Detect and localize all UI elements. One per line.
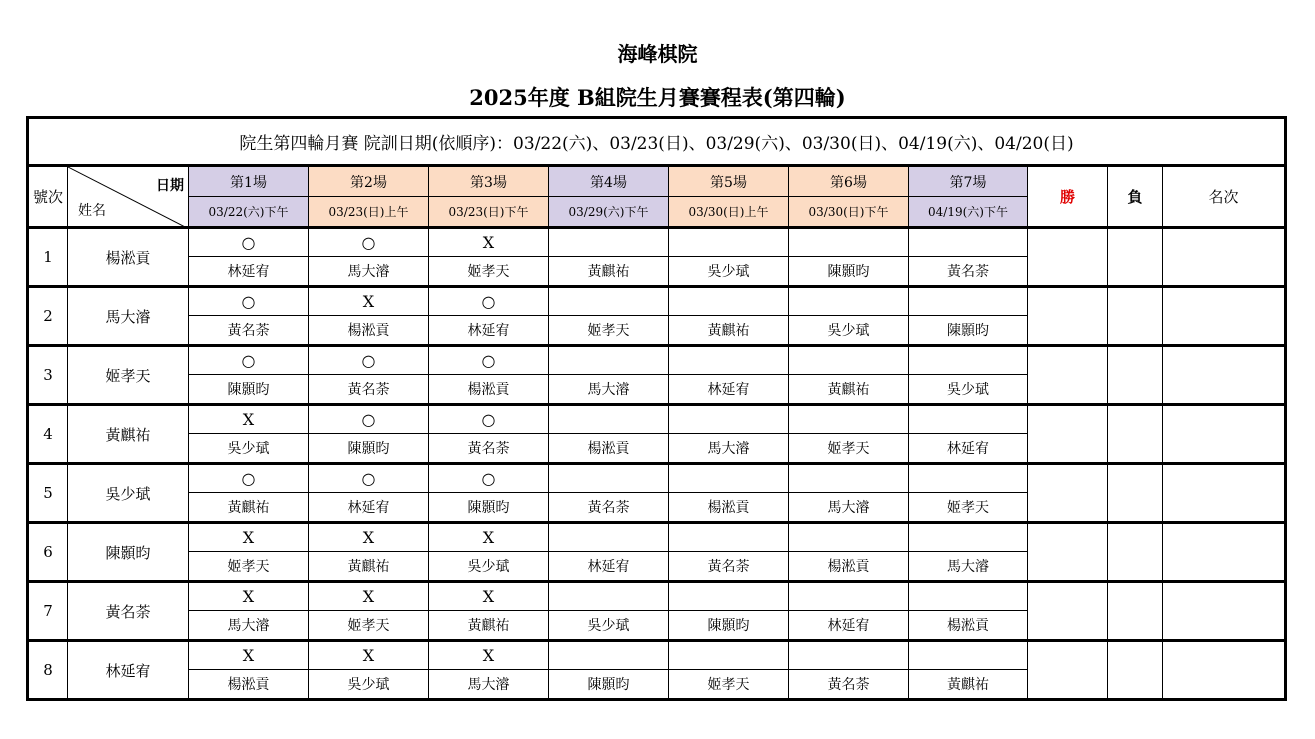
result-cell	[669, 346, 789, 375]
opponent-cell: 楊淞貢	[309, 316, 429, 346]
player-row-5	[28, 464, 1286, 493]
opponent-cell: 陳顥昀	[549, 670, 669, 700]
opponent-cell: 馬大濬	[789, 493, 909, 523]
opponent-cell: 林延宥	[189, 257, 309, 287]
opponent-cell: 姬孝天	[909, 493, 1028, 523]
opponent-cell: 吳少珷	[549, 611, 669, 641]
round-6-date: 03/30(日)下午	[789, 197, 909, 228]
result-cell: X	[309, 287, 429, 316]
result-cell	[669, 228, 789, 257]
opponent-cell: 楊淞貢	[549, 434, 669, 464]
result-cell	[909, 287, 1028, 316]
opponent-cell: 黃麒祐	[909, 670, 1028, 700]
round-1-label: 第1場	[189, 166, 309, 197]
player-name: 黃名荼	[68, 582, 189, 641]
round-7-date: 04/19(六)下午	[909, 197, 1028, 228]
opponent-cell: 楊淞貢	[789, 552, 909, 582]
result-cell: ○	[309, 228, 429, 257]
opponent-cell: 黃麒祐	[429, 611, 549, 641]
schedule-table	[26, 116, 1287, 701]
result-cell	[909, 464, 1028, 493]
result-cell	[669, 582, 789, 611]
result-cell: ○	[429, 405, 549, 434]
opponent-cell: 林延宥	[789, 611, 909, 641]
opponent-cell: 黃名荼	[909, 257, 1028, 287]
result-cell: X	[429, 228, 549, 257]
result-cell: X	[189, 641, 309, 670]
opponent-cell: 陳顥昀	[189, 375, 309, 405]
opponent-cell: 陳顥昀	[789, 257, 909, 287]
result-cell	[909, 228, 1028, 257]
result-cell	[789, 228, 909, 257]
player-number: 4	[28, 405, 68, 464]
opponent-cell: 姬孝天	[189, 552, 309, 582]
result-cell	[549, 523, 669, 552]
result-cell	[549, 405, 669, 434]
opponent-cell: 林延宥	[309, 493, 429, 523]
opponent-cell: 陳顥昀	[909, 316, 1028, 346]
result-cell: X	[429, 582, 549, 611]
player-row-7	[28, 582, 1286, 611]
opponent-cell: 吳少珷	[789, 316, 909, 346]
round-2-label: 第2場	[309, 166, 429, 197]
result-cell	[549, 228, 669, 257]
result-cell	[549, 641, 669, 670]
result-cell: X	[309, 641, 429, 670]
opponent-cell: 馬大濬	[309, 257, 429, 287]
round-5-date: 03/30(日)上午	[669, 197, 789, 228]
result-cell: ○	[189, 464, 309, 493]
opponent-cell: 林延宥	[549, 552, 669, 582]
opponent-cell: 楊淞貢	[189, 670, 309, 700]
opponent-cell: 黃名荼	[189, 316, 309, 346]
result-cell: ○	[429, 464, 549, 493]
player-name: 黃麒祐	[68, 405, 189, 464]
result-cell: X	[429, 641, 549, 670]
player-name: 楊淞貢	[68, 228, 189, 287]
opponent-cell: 吳少珷	[189, 434, 309, 464]
round-6-label: 第6場	[789, 166, 909, 197]
opponent-cell: 黃名荼	[309, 375, 429, 405]
opponent-cell: 馬大濬	[909, 552, 1028, 582]
result-cell	[909, 523, 1028, 552]
losses-header: 負	[1108, 166, 1163, 228]
opponent-cell: 姬孝天	[429, 257, 549, 287]
opponent-cell: 吳少珷	[669, 257, 789, 287]
opponent-cell: 吳少珷	[909, 375, 1028, 405]
opponent-cell: 黃麒祐	[189, 493, 309, 523]
result-cell	[909, 346, 1028, 375]
player-row-4	[28, 405, 1286, 434]
opponent-cell: 林延宥	[429, 316, 549, 346]
player-row-6	[28, 523, 1286, 552]
rank-cell	[1163, 346, 1286, 405]
wins-cell	[1028, 228, 1108, 287]
rank-cell	[1163, 582, 1286, 641]
rank-cell	[1163, 228, 1286, 287]
wins-cell	[1028, 464, 1108, 523]
losses-cell	[1108, 287, 1163, 346]
opponent-cell: 楊淞貢	[669, 493, 789, 523]
result-cell	[549, 287, 669, 316]
player-row-2	[28, 287, 1286, 316]
opponent-cell: 黃名荼	[429, 434, 549, 464]
opponent-cell: 林延宥	[909, 434, 1028, 464]
round-4-label: 第4場	[549, 166, 669, 197]
schedule-title: 2025年度 B組院生月賽賽程表(第四輪)	[469, 85, 846, 110]
result-cell	[669, 405, 789, 434]
training-dates-line: 院生第四輪月賽 院訓日期(依順序)：03/22(六)、03/23(日)、03/29(六)、03/30(日)、04/19(六)、04/20(日)	[28, 118, 1286, 166]
wins-cell	[1028, 641, 1108, 700]
org-title: 海峰棋院	[617, 42, 698, 66]
round-7-label: 第7場	[909, 166, 1028, 197]
rank-cell	[1163, 523, 1286, 582]
corner-date-label: 日期	[156, 178, 184, 194]
result-cell	[789, 346, 909, 375]
opponent-cell: 黃麒祐	[789, 375, 909, 405]
player-number: 5	[28, 464, 68, 523]
rank-cell	[1163, 641, 1286, 700]
result-cell	[789, 464, 909, 493]
rank-cell	[1163, 405, 1286, 464]
opponent-cell: 陳顥昀	[669, 611, 789, 641]
result-cell	[909, 641, 1028, 670]
wins-cell	[1028, 405, 1108, 464]
opponent-cell: 黃麒祐	[669, 316, 789, 346]
result-cell: X	[189, 582, 309, 611]
corner-name-label: 姓名	[78, 203, 106, 219]
round-3-date: 03/23(日)下午	[429, 197, 549, 228]
player-name: 姬孝天	[68, 346, 189, 405]
result-cell: ○	[189, 346, 309, 375]
result-cell: X	[189, 523, 309, 552]
result-cell	[669, 287, 789, 316]
result-cell: X	[309, 582, 429, 611]
wins-cell	[1028, 346, 1108, 405]
player-row-3	[28, 346, 1286, 375]
result-cell	[669, 464, 789, 493]
result-cell	[669, 523, 789, 552]
player-row-1	[28, 228, 1286, 257]
opponent-cell: 馬大濬	[189, 611, 309, 641]
result-cell	[549, 464, 669, 493]
number-header: 號次	[28, 166, 68, 228]
player-number: 6	[28, 523, 68, 582]
round-3-label: 第3場	[429, 166, 549, 197]
opponent-cell: 黃麒祐	[309, 552, 429, 582]
player-number: 8	[28, 641, 68, 700]
result-cell: X	[429, 523, 549, 552]
opponent-cell: 楊淞貢	[909, 611, 1028, 641]
rank-cell	[1163, 287, 1286, 346]
losses-cell	[1108, 582, 1163, 641]
opponent-cell: 馬大濬	[429, 670, 549, 700]
opponent-cell: 吳少珷	[309, 670, 429, 700]
opponent-cell: 馬大濬	[669, 434, 789, 464]
wins-cell	[1028, 523, 1108, 582]
player-number: 3	[28, 346, 68, 405]
date-name-corner-header	[68, 166, 189, 228]
rank-cell	[1163, 464, 1286, 523]
result-cell	[789, 582, 909, 611]
opponent-cell: 陳顥昀	[429, 493, 549, 523]
player-row-8	[28, 641, 1286, 670]
opponent-cell: 姬孝天	[549, 316, 669, 346]
result-cell	[909, 582, 1028, 611]
losses-cell	[1108, 346, 1163, 405]
opponent-cell: 黃名荼	[549, 493, 669, 523]
player-name: 馬大濬	[68, 287, 189, 346]
opponent-cell: 姬孝天	[789, 434, 909, 464]
result-cell	[789, 287, 909, 316]
wins-cell	[1028, 582, 1108, 641]
player-name: 陳顥昀	[68, 523, 189, 582]
opponent-cell: 黃名荼	[669, 552, 789, 582]
result-cell: X	[309, 523, 429, 552]
result-cell: ○	[429, 346, 549, 375]
wins-cell	[1028, 287, 1108, 346]
opponent-cell: 陳顥昀	[309, 434, 429, 464]
result-cell: ○	[429, 287, 549, 316]
result-cell	[549, 582, 669, 611]
round-1-date: 03/22(六)下午	[189, 197, 309, 228]
result-cell	[789, 405, 909, 434]
rank-header: 名次	[1163, 166, 1286, 228]
result-cell	[549, 346, 669, 375]
opponent-cell: 馬大濬	[549, 375, 669, 405]
opponent-cell: 吳少珷	[429, 552, 549, 582]
opponent-cell: 黃名荼	[789, 670, 909, 700]
result-cell: X	[189, 405, 309, 434]
result-cell	[789, 641, 909, 670]
losses-cell	[1108, 228, 1163, 287]
losses-cell	[1108, 641, 1163, 700]
opponent-cell: 黃麒祐	[549, 257, 669, 287]
round-4-date: 03/29(六)下午	[549, 197, 669, 228]
result-cell: ○	[189, 287, 309, 316]
opponent-cell: 姬孝天	[669, 670, 789, 700]
round-2-date: 03/23(日)上午	[309, 197, 429, 228]
player-number: 2	[28, 287, 68, 346]
losses-cell	[1108, 464, 1163, 523]
result-cell	[789, 523, 909, 552]
result-cell	[669, 641, 789, 670]
losses-cell	[1108, 405, 1163, 464]
opponent-cell: 姬孝天	[309, 611, 429, 641]
player-number: 7	[28, 582, 68, 641]
result-cell: ○	[309, 405, 429, 434]
opponent-cell: 林延宥	[669, 375, 789, 405]
player-name: 林延宥	[68, 641, 189, 700]
result-cell: ○	[309, 346, 429, 375]
round-5-label: 第5場	[669, 166, 789, 197]
opponent-cell: 楊淞貢	[429, 375, 549, 405]
result-cell: ○	[189, 228, 309, 257]
losses-cell	[1108, 523, 1163, 582]
result-cell: ○	[309, 464, 429, 493]
result-cell	[909, 405, 1028, 434]
player-number: 1	[28, 228, 68, 287]
wins-header: 勝	[1028, 166, 1108, 228]
player-name: 吳少珷	[68, 464, 189, 523]
